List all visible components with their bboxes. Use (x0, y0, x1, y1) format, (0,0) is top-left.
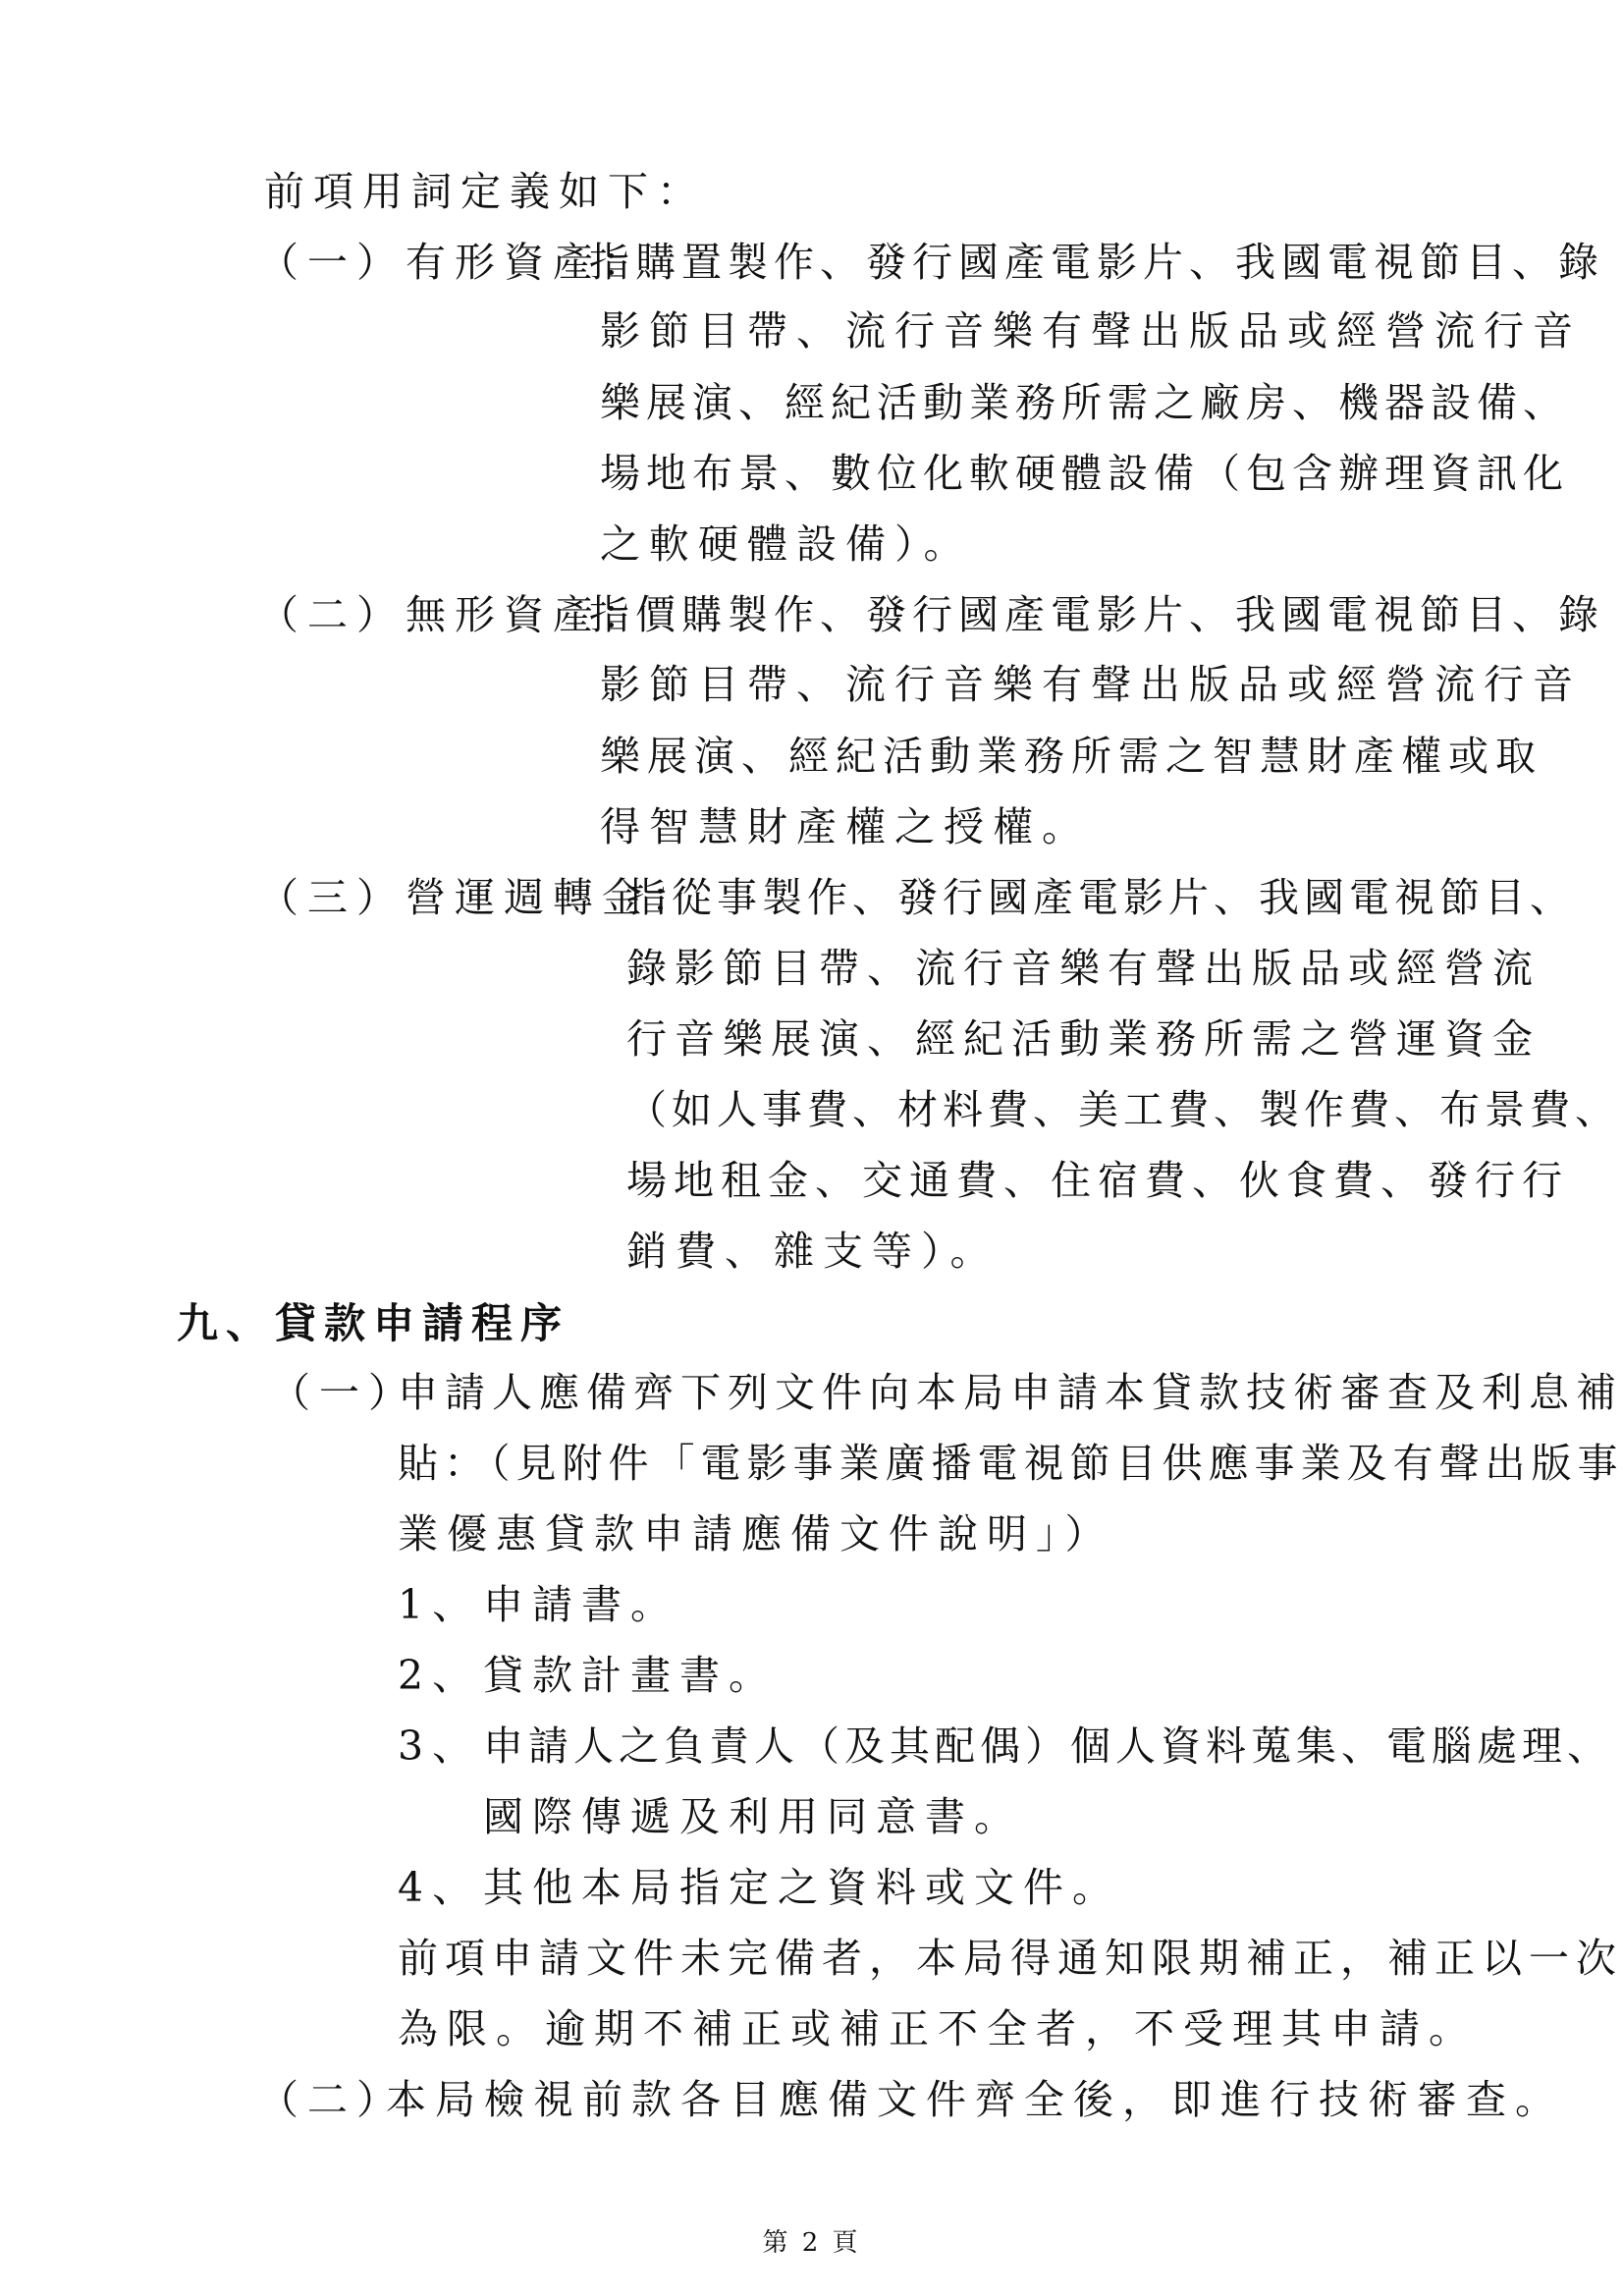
definition-line: 之軟硬體設備）。 (600, 520, 973, 568)
definition-line: 影節目帶、流行音樂有聲出版品或經營流行音 (600, 661, 1582, 708)
intro-text: 前項用詞定義如下： (264, 168, 706, 215)
item-line: 申請人應備齊下列文件向本局申請本貸款技術審查及利息補 (398, 1369, 1623, 1416)
definition-line: 指價購製作、發行國產電影片、我國電視節目、錄 (589, 591, 1604, 638)
subitem-text: 申請人之負責人（及其配偶）個人資料蒐集、電腦處理、 (483, 1722, 1612, 1770)
definition-line: （如人事費、材料費、美工費、製作費、布景費、 (626, 1086, 1620, 1133)
definition-line: 指購置製作、發行國產電影片、我國電視節目、錄 (589, 239, 1604, 286)
item-line: 業優惠貸款申請應備文件說明」） (398, 1510, 1114, 1558)
definition-line: 銷費、雜支等）。 (626, 1228, 1000, 1275)
subitem-text: 貸款計畫書。 (483, 1652, 778, 1699)
item-label: （一） (270, 1369, 417, 1416)
section-heading: 九、貸款申請程序 (177, 1299, 570, 1347)
definition-line: 影節目帶、流行音樂有聲出版品或經營流行音 (600, 307, 1582, 355)
definition-line: 行音樂展演、經紀活動業務所需之營運資金 (626, 1015, 1541, 1063)
definition-label-tangible: （一）有形資產： (258, 239, 651, 286)
note-text: 為限。逾期不補正或補正不全者，不受理其申請。 (398, 2005, 1478, 2052)
page-number: 第 2 頁 (762, 2228, 861, 2258)
item-label: （二） (258, 2076, 406, 2123)
item-line: 本局檢視前款各目應備文件齊全後，即進行技術審查。 (386, 2076, 1564, 2123)
subitem-number: 4、 (398, 1864, 482, 1911)
subitem-text: 其他本局指定之資料或文件。 (483, 1864, 1121, 1911)
note-text: 前項申請文件未完備者，本局得通知限期補正，補正以一次 (398, 1935, 1623, 1982)
item-line: 貼：（見附件「電影事業廣播電視節目供應事業及有聲出版事 (398, 1440, 1623, 1487)
definition-line: 得智慧財產權之授權。 (600, 803, 1091, 850)
definition-line: 樂展演、經紀活動業務所需之廠房、機器設備、 (600, 379, 1569, 426)
subitem-text: 申請書。 (483, 1581, 679, 1628)
definition-line: 場地租金、交通費、住宿費、伙食費、發行行 (626, 1157, 1569, 1204)
definition-line: 指從事製作、發行國產電影片、我國電視節目、 (626, 874, 1575, 921)
subitem-number: 1、 (398, 1581, 482, 1628)
subitem-text: 國際傳遞及利用同意書。 (483, 1793, 1023, 1840)
definition-label-working-capital: （三）營運週轉金： (258, 874, 700, 921)
subitem-number: 2、 (398, 1652, 482, 1699)
definition-line: 錄影節目帶、流行音樂有聲出版品或經營流 (626, 945, 1541, 992)
definition-label-intangible: （二）無形資產： (258, 591, 651, 638)
definition-line: 樂展演、經紀活動業務所需之智慧財產權或取 (600, 733, 1542, 780)
definition-line: 場地布景、數位化軟硬體設備（包含辦理資訊化 (600, 450, 1569, 497)
subitem-number: 3、 (398, 1722, 482, 1770)
